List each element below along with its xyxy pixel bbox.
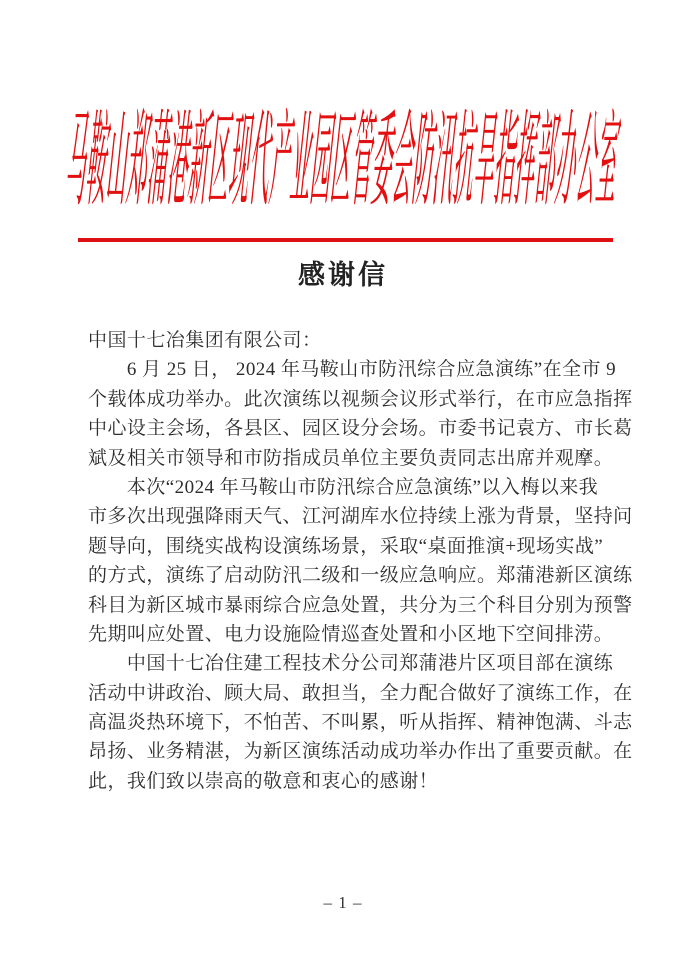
body-line: 中心设主会场，各县区、园区设分会场。市委书记袁方、市长葛 bbox=[88, 418, 633, 440]
body-line: 先期叫应处置、电力设施险情巡查处置和小区地下空间排涝。 bbox=[88, 623, 614, 645]
body-line: 题导向，围绕实战构设演练场景，采取“桌面推演+现场实战” bbox=[88, 535, 604, 557]
document-body bbox=[88, 326, 633, 796]
body-line: 昂扬、业务精湛，为新区演练活动成功举办作出了重要贡献。在 bbox=[88, 741, 633, 763]
page-number: – 1 – bbox=[323, 893, 363, 912]
letterhead-divider bbox=[78, 238, 613, 242]
body-line: 6 月 25 日， 2024 年马鞍山市防汛综合应急演练”在全市 9 bbox=[88, 359, 617, 381]
body-line: 活动中讲政治、顾大局、敢担当，全力配合做好了演练工作，在 bbox=[88, 682, 633, 704]
body-line: 个载体成功举办。此次演练以视频会议形式举行，在市应急指挥 bbox=[88, 388, 633, 410]
document-title: 感谢信 bbox=[298, 260, 388, 290]
body-line: 科目为新区城市暴雨综合应急处置，共分为三个科目分别为预警 bbox=[88, 594, 633, 616]
body-line: 的方式，演练了启动防汛二级和一级应急响应。郑蒲港新区演练 bbox=[88, 565, 633, 587]
body-line: 此，我们致以崇高的敬意和衷心的感谢！ bbox=[88, 770, 439, 792]
body-line: 本次“2024 年马鞍山市防汛综合应急演练”以入梅以来我 bbox=[88, 476, 599, 498]
letterhead-title: 马鞍山郑蒲港新区现代产业园区管委会防汛抗旱指挥部办公室 bbox=[61, 107, 625, 223]
body-line: 市多次出现强降雨天气、江河湖库水位持续上涨为背景，坚持问 bbox=[88, 506, 633, 528]
body-line-salutation: 中国十七冶集团有限公司： bbox=[88, 330, 322, 351]
body-line: 高温炎热环境下，不怕苦、不叫累，听从指挥、精神饱满、斗志 bbox=[88, 712, 633, 734]
body-line: 斌及相关市领导和市防指成员单位主要负责同志出席并观摩。 bbox=[88, 447, 614, 469]
body-line: 中国十七冶住建工程技术分公司郑蒲港片区项目部在演练 bbox=[88, 653, 614, 675]
